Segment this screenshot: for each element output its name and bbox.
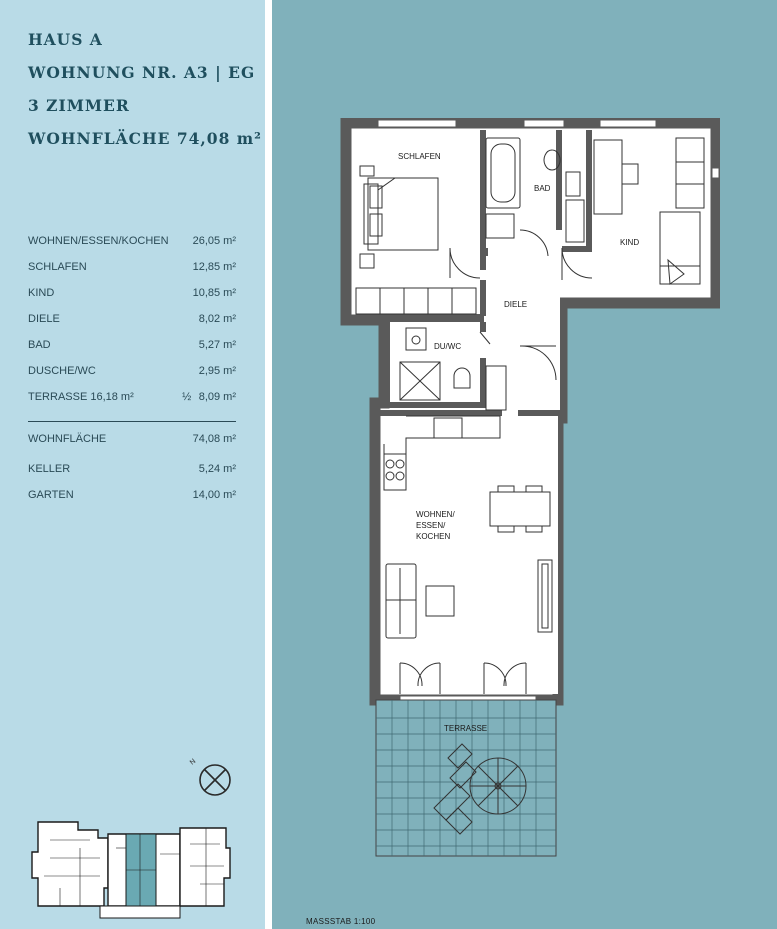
area-name: TERRASSE 16,18 m²: [28, 391, 134, 403]
area-value: 26,05 m²: [192, 235, 236, 247]
area-row: [28, 254, 236, 280]
area-table: [28, 228, 236, 508]
total-value: 74,08 m²: [192, 433, 236, 445]
site-building-right: [180, 828, 230, 906]
total-row: [28, 482, 236, 508]
compass-north-label: N: [188, 757, 198, 767]
area-row: [28, 306, 236, 332]
area-name: KIND: [28, 287, 55, 299]
room-label-bad: BAD: [534, 184, 551, 193]
site-plan-thumbnail: [30, 818, 235, 923]
panel-divider: [265, 0, 272, 929]
total-value: 5,24 m²: [198, 463, 236, 475]
area-value: 8,02 m²: [198, 313, 236, 325]
room-label-kind: KIND: [620, 238, 640, 247]
rooms-title: 3 ZIMMER: [28, 96, 130, 115]
total-value: 14,00 m²: [192, 489, 236, 501]
room-label-wohnen-1: WOHNEN/: [416, 510, 455, 519]
apartment-title: WOHNUNG NR. A3 | EG: [28, 63, 256, 82]
room-label-terrasse: TERRASSE: [444, 724, 488, 733]
total-row: [28, 456, 236, 482]
room-label-duwc: DU/WC: [434, 342, 462, 351]
area-name: WOHNEN/ESSEN/KOCHEN: [28, 235, 169, 247]
area-value: 8,09 m²: [198, 391, 236, 403]
total-name: WOHNFLÄCHE: [28, 433, 107, 445]
area-name: SCHLAFEN: [28, 261, 87, 273]
room-label-diele: DIELE: [504, 300, 528, 309]
floor-plan: [340, 118, 720, 863]
area-separator: [28, 410, 236, 422]
area-row: [28, 384, 236, 410]
area-name: DIELE: [28, 313, 60, 325]
area-row: [28, 332, 236, 358]
room-label-wohnen-2: ESSEN/: [416, 521, 446, 530]
site-building-left: [32, 822, 108, 906]
area-value: 12,85 m²: [192, 261, 236, 273]
area-row: [28, 280, 236, 306]
compass-icon: [186, 756, 236, 806]
area-row: [28, 358, 236, 384]
area-value: 10,85 m²: [192, 287, 236, 299]
room-label-wohnen-3: KOCHEN: [416, 532, 451, 541]
area-name: DUSCHE/WC: [28, 365, 96, 377]
total-name: KELLER: [28, 463, 71, 475]
area-value: 5,27 m²: [198, 339, 236, 351]
area-value: 2,95 m²: [198, 365, 236, 377]
room-label-schlafen: SCHLAFEN: [398, 152, 441, 161]
scale-label: MASSSTAB 1:100: [306, 917, 376, 926]
area-fraction: ½: [182, 391, 192, 403]
living-area-title: WOHNFLÄCHE 74,08 m²: [28, 129, 262, 148]
area-row: [28, 228, 236, 254]
house-title: HAUS A: [28, 30, 103, 49]
total-row: [28, 422, 236, 457]
area-name: BAD: [28, 339, 51, 351]
total-name: GARTEN: [28, 489, 74, 501]
